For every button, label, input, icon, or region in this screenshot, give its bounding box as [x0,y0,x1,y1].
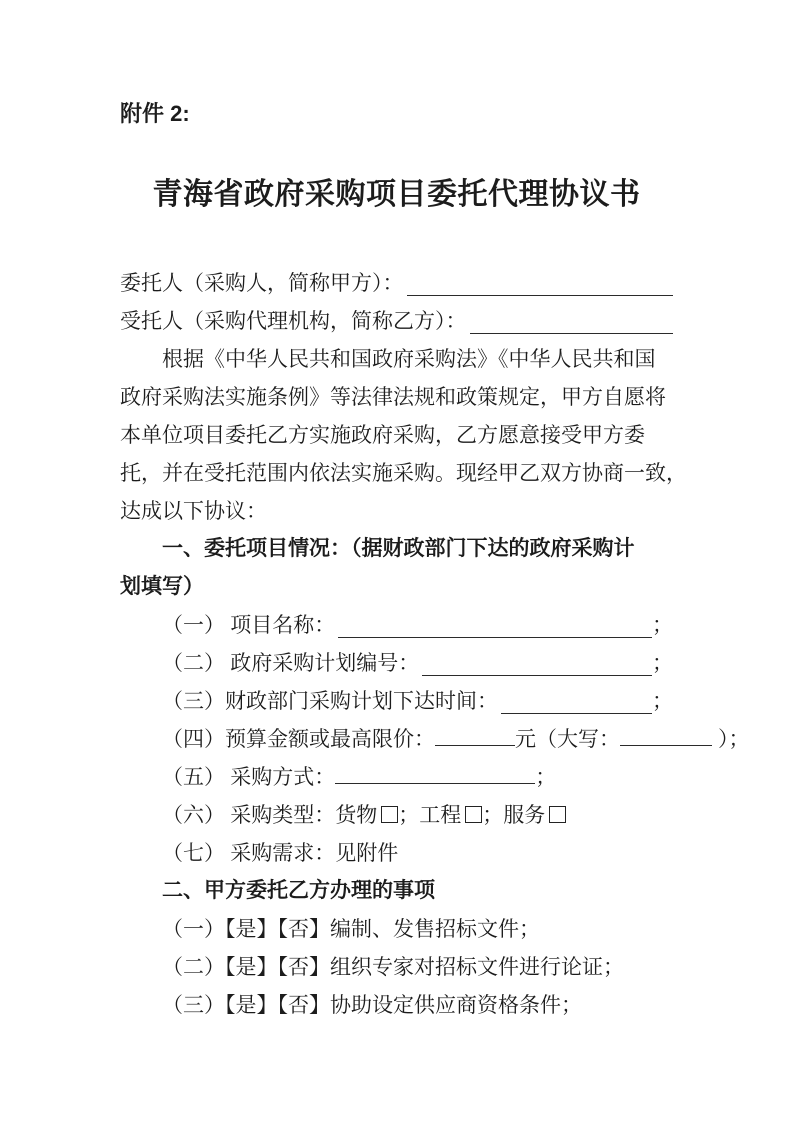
delegation-item-number: （二） [162,955,225,979]
type-label: （六） 采购类型： [162,803,336,827]
requirement-label: （七） 采购需求： [162,841,336,865]
yes-option[interactable]: 【是】 [225,917,278,941]
method-label: （五） 采购方式： [162,765,336,789]
type-row [120,796,673,834]
intro-line: 本单位项目委托乙方实施政府采购，乙方愿意接受甲方委 [120,423,645,447]
plan-number-row [120,644,673,682]
requirement-row [120,834,673,872]
budget-amount-blank[interactable] [435,724,515,746]
section-1-heading-line-1: 一、委托项目情况：（据财政部门下达的政府采购计 [162,537,635,560]
delegation-item-number: （一） [162,917,225,941]
attachment-label: 附件 2: [120,101,190,126]
party-b-row [120,302,673,340]
method-row [120,758,673,796]
budget-label: （四）预算金额或最高限价： [162,727,435,751]
intro-line: 托，并在受托范围内依法实施采购。现经甲乙双方协商一致， [120,461,687,485]
requirement-value: 见附件 [335,841,399,865]
plan-number-blank[interactable] [422,644,652,676]
plan-date-blank[interactable] [501,682,652,714]
plan-date-row [120,682,673,720]
project-name-suffix: ； [652,613,673,637]
delegation-item [120,948,673,986]
document-title: 青海省政府采购项目委托代理协议书 [152,178,641,211]
delegation-item [120,986,673,1024]
services-checkbox[interactable] [549,806,566,823]
intro-line: 达成以下协议： [120,499,267,523]
type-option-goods: 货物 [335,803,378,827]
type-separator: ； [398,803,420,827]
document-body [120,264,750,1024]
yes-option[interactable]: 【是】 [225,955,278,979]
delegation-item-text: 编制、发售招标文件； [330,917,540,941]
budget-words-blank[interactable] [620,724,712,746]
party-b-label: 受托人（采购代理机构，简称乙方）： [120,309,467,333]
type-option-works: 工程 [419,803,462,827]
section-2-heading: 二、甲方委托乙方办理的事项 [162,879,435,902]
project-name-blank[interactable] [338,606,652,638]
budget-unit: 元（大写： [515,727,620,751]
delegation-item-text: 协助设定供应商资格条件； [330,993,582,1017]
party-a-blank[interactable] [407,264,674,296]
method-suffix: ； [535,765,557,789]
no-option[interactable]: 【否】 [277,993,330,1017]
project-name-row [120,606,673,644]
no-option[interactable]: 【否】 [277,917,330,941]
budget-suffix: ）； [718,727,750,751]
delegation-item-text: 组织专家对招标文件进行论证； [330,955,624,979]
type-separator: ； [482,803,504,827]
party-b-blank[interactable] [470,302,674,334]
no-option[interactable]: 【否】 [277,955,330,979]
delegation-item [120,910,673,948]
project-name-label: （一） 项目名称： [162,613,336,637]
party-a-row [120,264,673,302]
works-checkbox[interactable] [465,806,482,823]
section-1-heading-line-2: 划填写） [120,575,204,598]
intro-line: 根据《中华人民共和国政府采购法》《中华人民共和国 [162,347,656,371]
budget-row [120,720,750,758]
intro-line: 政府采购法实施条例》等法律法规和政策规定，甲方自愿将 [120,385,666,409]
plan-number-label: （二） 政府采购计划编号： [162,651,420,675]
plan-date-suffix: ； [652,689,673,713]
party-a-label: 委托人（采购人，简称甲方）： [120,271,404,295]
plan-date-label: （三）财政部门采购计划下达时间： [162,689,498,713]
delegation-item-number: （三） [162,993,225,1017]
goods-checkbox[interactable] [381,806,398,823]
type-option-services: 服务 [503,803,546,827]
method-blank[interactable] [335,762,535,784]
plan-number-suffix: ； [652,651,673,675]
yes-option[interactable]: 【是】 [225,993,278,1017]
